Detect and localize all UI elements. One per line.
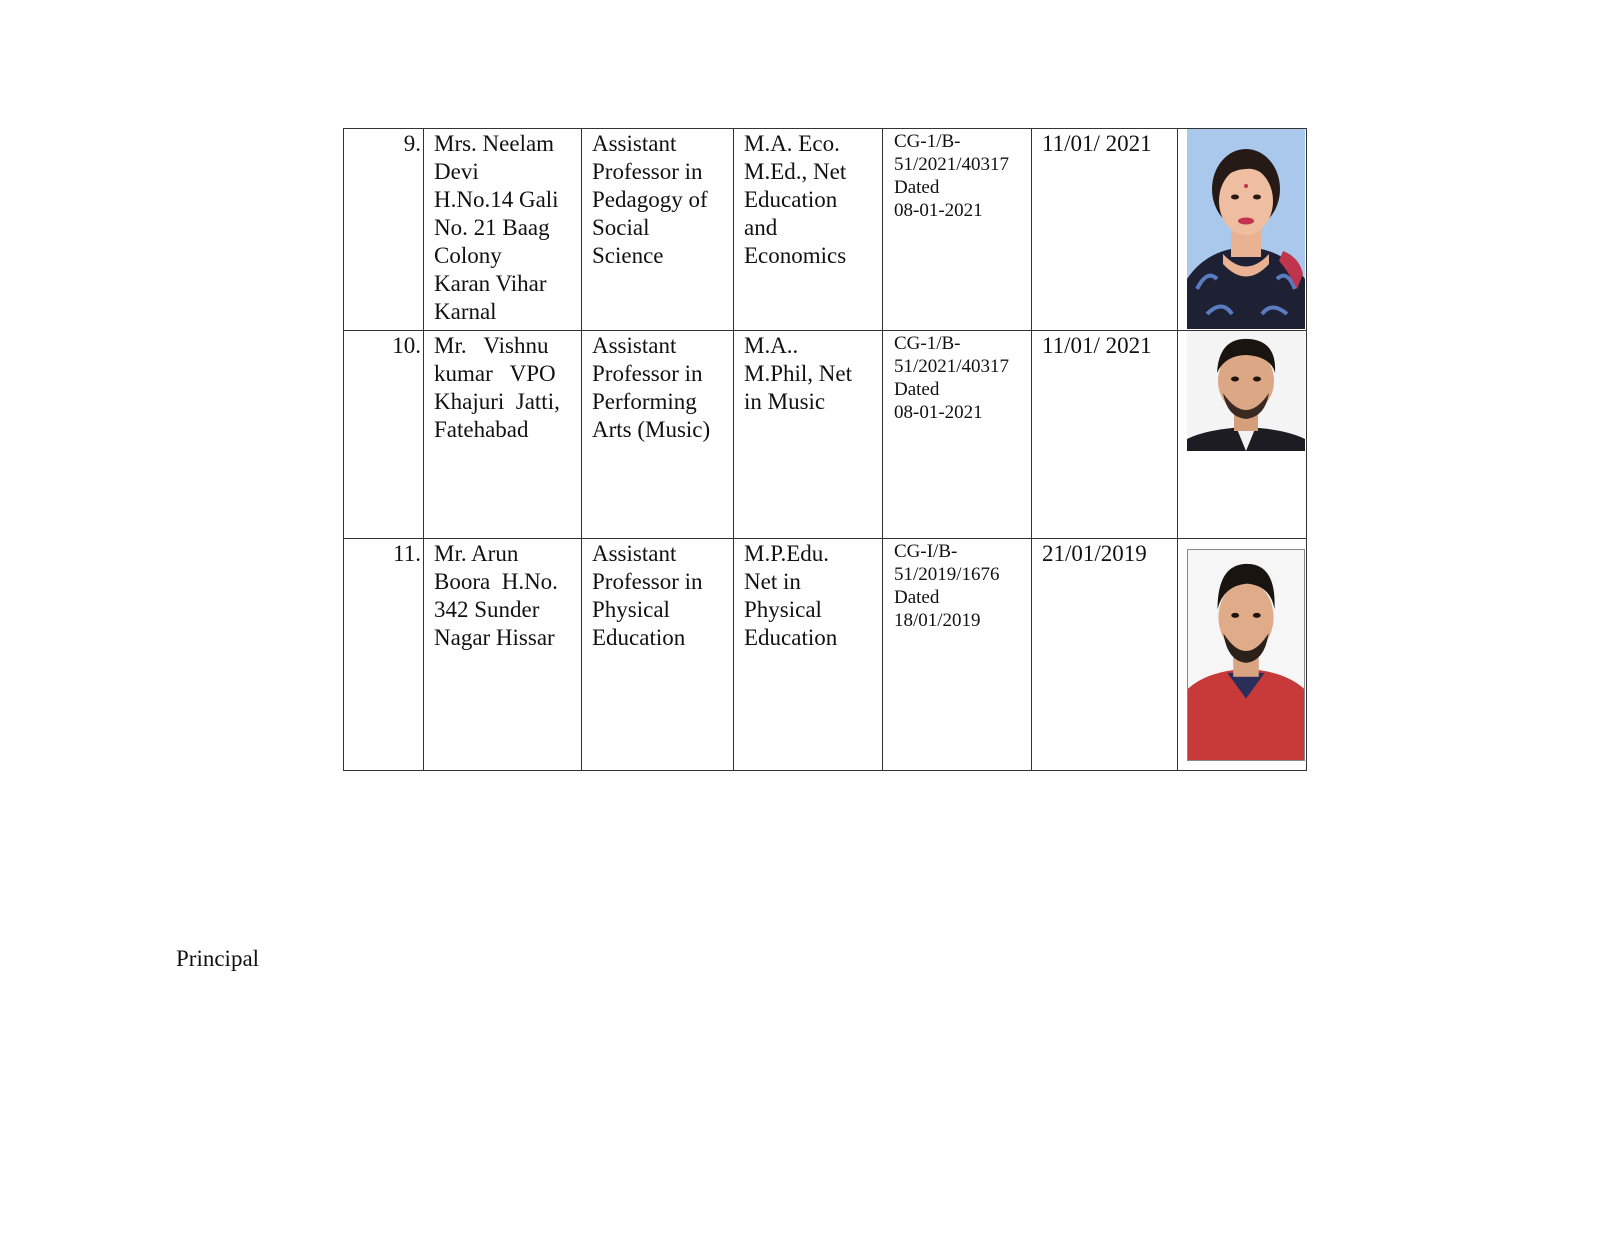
staff-table bbox=[343, 128, 1307, 771]
joining-date-cell: 11/01/ 2021 bbox=[1032, 331, 1178, 539]
line: Performing bbox=[592, 389, 697, 414]
line: 08-01-2021 bbox=[894, 402, 983, 423]
line: M.Phil, Net bbox=[744, 361, 852, 386]
qualification-cell bbox=[734, 129, 883, 331]
line: 51/2021/40317 bbox=[894, 356, 1010, 377]
line: Education bbox=[592, 625, 686, 650]
line: Physical bbox=[744, 597, 822, 622]
photo-woman-pink-top bbox=[1187, 129, 1305, 329]
line: Dated bbox=[894, 587, 940, 608]
line: Colony bbox=[434, 243, 502, 268]
serial-number: 11. bbox=[344, 539, 424, 771]
post-cell bbox=[582, 539, 734, 771]
qualification-cell bbox=[734, 539, 883, 771]
line: Fatehabad bbox=[434, 417, 529, 442]
table-row bbox=[344, 129, 1307, 331]
line: Nagar Hissar bbox=[434, 625, 555, 650]
line: Mrs. Neelam bbox=[434, 131, 555, 156]
line: CG-1/B- bbox=[894, 333, 961, 354]
line: 08-01-2021 bbox=[894, 200, 983, 221]
line: 51/2019/1676 bbox=[894, 564, 1000, 585]
principal-signature-label: Principal bbox=[176, 946, 260, 971]
line: Science bbox=[592, 243, 664, 268]
line: Mr. Vishnu bbox=[434, 333, 549, 358]
line: M.Ed., Net bbox=[744, 159, 847, 184]
line: Education bbox=[744, 187, 838, 212]
photo-cell bbox=[1178, 539, 1307, 771]
line: Khajuri Jatti, bbox=[434, 389, 560, 414]
serial-number: 9. bbox=[344, 129, 424, 331]
joining-date-cell: 11/01/ 2021 bbox=[1032, 129, 1178, 331]
line: Karan Vihar bbox=[434, 271, 547, 296]
line: 51/2021/40317 bbox=[894, 154, 1010, 175]
line: 18/01/2019 bbox=[894, 610, 981, 631]
line: Boora H.No. bbox=[434, 569, 558, 594]
post-cell bbox=[582, 331, 734, 539]
table-row bbox=[344, 331, 1307, 539]
line: CG-1/B- bbox=[894, 131, 961, 152]
line: and bbox=[744, 215, 778, 240]
line: Karnal bbox=[434, 299, 497, 324]
line: 342 Sunder bbox=[434, 597, 540, 622]
approval-letter-cell bbox=[883, 539, 1032, 771]
line: kumar VPO bbox=[434, 361, 556, 386]
line: No. 21 Baag bbox=[434, 215, 550, 240]
serial-number: 10. bbox=[344, 331, 424, 539]
joining-date-cell: 21/01/2019 bbox=[1032, 539, 1178, 771]
line: Social bbox=[592, 215, 650, 240]
line: Assistant bbox=[592, 131, 677, 156]
name-address-cell bbox=[424, 331, 582, 539]
line: M.P.Edu. bbox=[744, 541, 829, 566]
photo-man-suit bbox=[1187, 331, 1305, 451]
line: M.A. Eco. bbox=[744, 131, 840, 156]
photo-cell bbox=[1178, 129, 1307, 331]
line: Dated bbox=[894, 379, 940, 400]
qualification-cell bbox=[734, 331, 883, 539]
line: Arts (Music) bbox=[592, 417, 711, 442]
line: Assistant bbox=[592, 333, 677, 358]
line: Physical bbox=[592, 597, 670, 622]
line: Dated bbox=[894, 177, 940, 198]
line: H.No.14 Gali bbox=[434, 187, 559, 212]
photo-cell bbox=[1178, 331, 1307, 539]
post-cell bbox=[582, 129, 734, 331]
table-row bbox=[344, 539, 1307, 771]
approval-letter-cell bbox=[883, 129, 1032, 331]
line: Net in bbox=[744, 569, 801, 594]
name-address-cell bbox=[424, 539, 582, 771]
photo-man-red-shirt bbox=[1187, 549, 1305, 761]
line: CG-I/B- bbox=[894, 541, 958, 562]
line: Devi bbox=[434, 159, 479, 184]
line: Professor in bbox=[592, 361, 703, 386]
line: Assistant bbox=[592, 541, 677, 566]
approval-letter-cell bbox=[883, 331, 1032, 539]
line: Professor in bbox=[592, 159, 703, 184]
line: Mr. Arun bbox=[434, 541, 519, 566]
name-address-cell bbox=[424, 129, 582, 331]
line: Economics bbox=[744, 243, 847, 268]
line: Education bbox=[744, 625, 838, 650]
line: Pedagogy of bbox=[592, 187, 708, 212]
line: M.A.. bbox=[744, 333, 799, 358]
line: Professor in bbox=[592, 569, 703, 594]
line: in Music bbox=[744, 389, 826, 414]
